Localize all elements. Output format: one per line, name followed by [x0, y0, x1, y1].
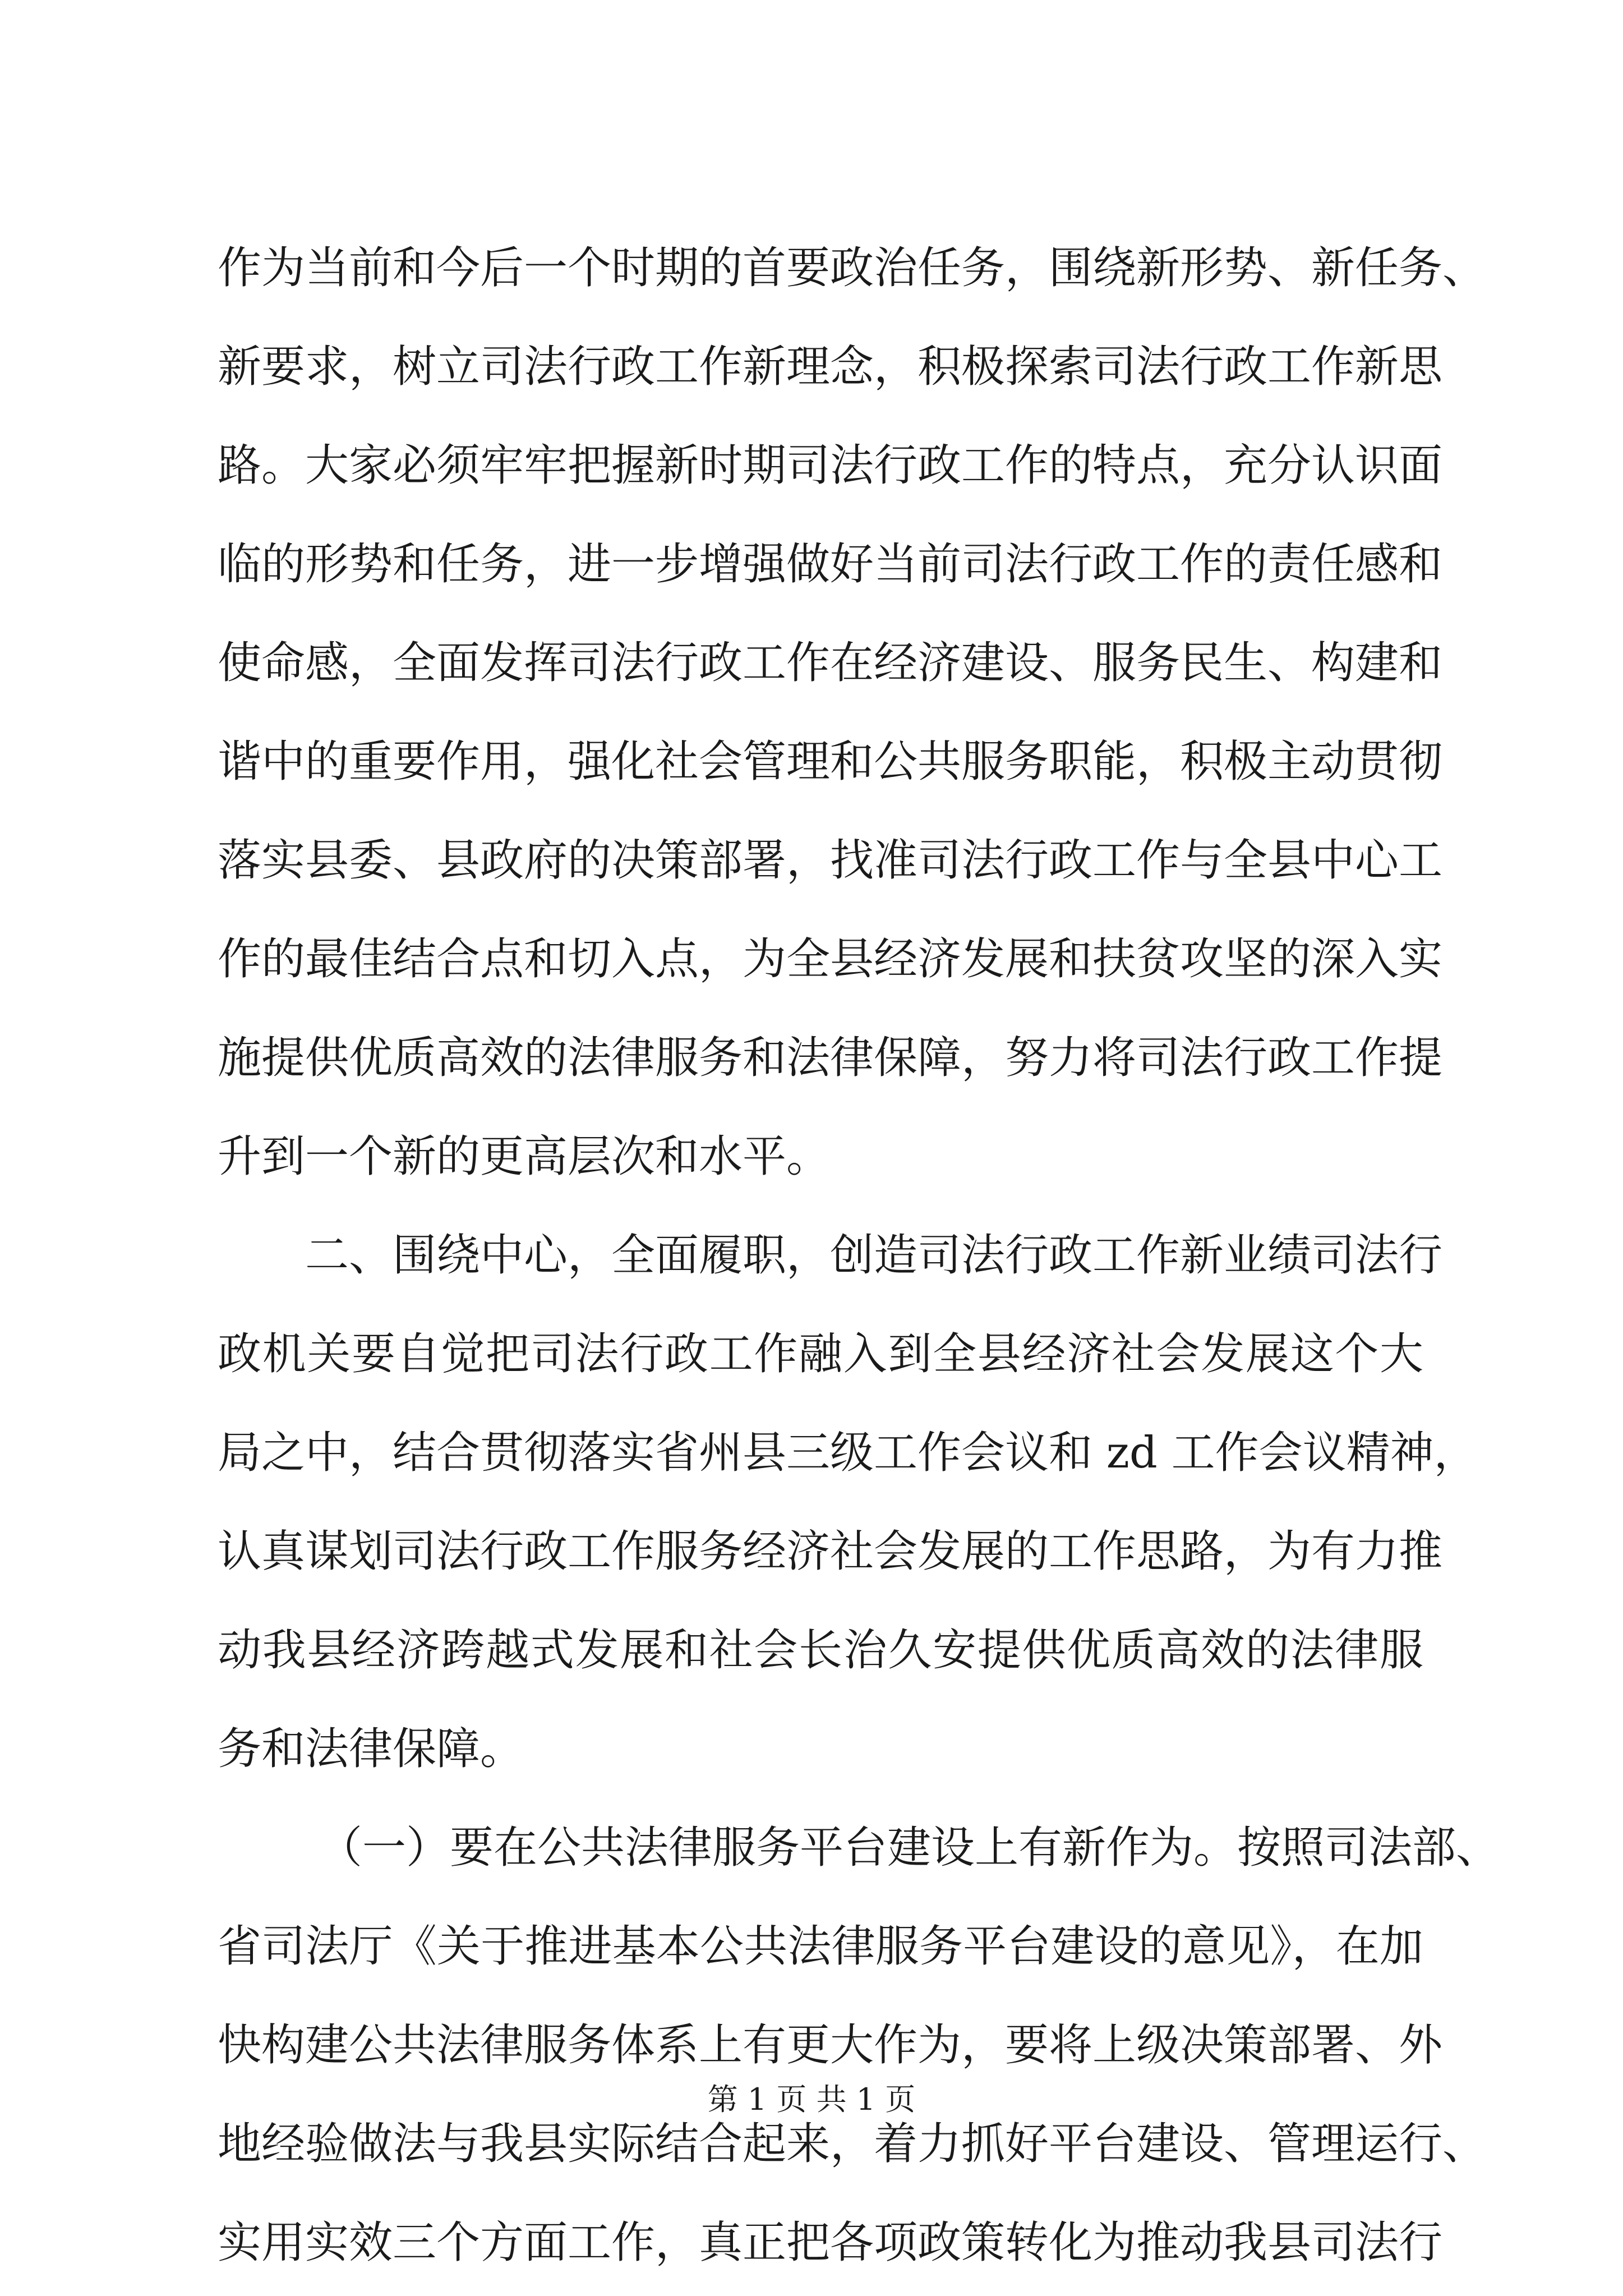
- subsection-heading-line: （一）要在公共法律服务平台建设上有新作为。按照司法部、: [319, 1823, 1500, 1873]
- text-line: 地经验做法与我县实际结合起来，着力抓好平台建设、管理运行、: [218, 2119, 1487, 2169]
- text-line: 落实县委、县政府的决策部署，找准司法行政工作与全县中心工: [218, 835, 1443, 886]
- text-line: 动我县经济跨越式发展和社会长治久安提供优质高效的法律服: [218, 1625, 1423, 1676]
- page-number-footer: 第 1 页 共 1 页: [707, 2082, 916, 2117]
- text-line: 作为当前和今后一个时期的首要政治任务，围绕新形势、新任务、: [218, 243, 1487, 293]
- text-line: 务和法律保障。: [218, 1724, 524, 1774]
- section-heading-line: 二、围绕中心，全面履职，创造司法行政工作新业绩司法行: [305, 1230, 1443, 1281]
- text-line: 新要求，树立司法行政工作新理念，积极探索司法行政工作新思: [218, 342, 1443, 392]
- text-line: 使命感，全面发挥司法行政工作在经济建设、服务民生、构建和: [218, 638, 1443, 688]
- text-line: 谐中的重要作用，强化社会管理和公共服务职能，积极主动贯彻: [218, 737, 1443, 787]
- text-line: 升到一个新的更高层次和水平。: [218, 1131, 831, 1182]
- text-line: 实用实效三个方面工作，真正把各项政策转化为推动我县司法行: [218, 2217, 1443, 2268]
- text-line: 施提供优质高效的法律服务和法律保障，努力将司法行政工作提: [218, 1033, 1443, 1083]
- text-line: 政机关要自觉把司法行政工作融入到全县经济社会发展这个大: [218, 1329, 1423, 1379]
- text-line: 认真谋划司法行政工作服务经济社会发展的工作思路，为有力推: [218, 1526, 1443, 1577]
- text-line: 作的最佳结合点和切入点，为全县经济发展和扶贫攻坚的深入实: [218, 934, 1443, 984]
- text-line: 快构建公共法律服务体系上有更大作为，要将上级决策部署、外: [218, 2020, 1443, 2070]
- text-line: 路。大家必须牢牢把握新时期司法行政工作的特点，充分认识面: [218, 440, 1443, 491]
- body-text: [218, 219, 1500, 2292]
- text-line: 省司法厅《关于推进基本公共法律服务平台建设的意见》，在加: [218, 1921, 1423, 1972]
- text-line: 局之中，结合贯彻落实省州县三级工作会议和 zd 工作会议精神，: [218, 1428, 1478, 1478]
- text-line: 临的形势和任务，进一步增强做好当前司法行政工作的责任感和: [218, 539, 1443, 590]
